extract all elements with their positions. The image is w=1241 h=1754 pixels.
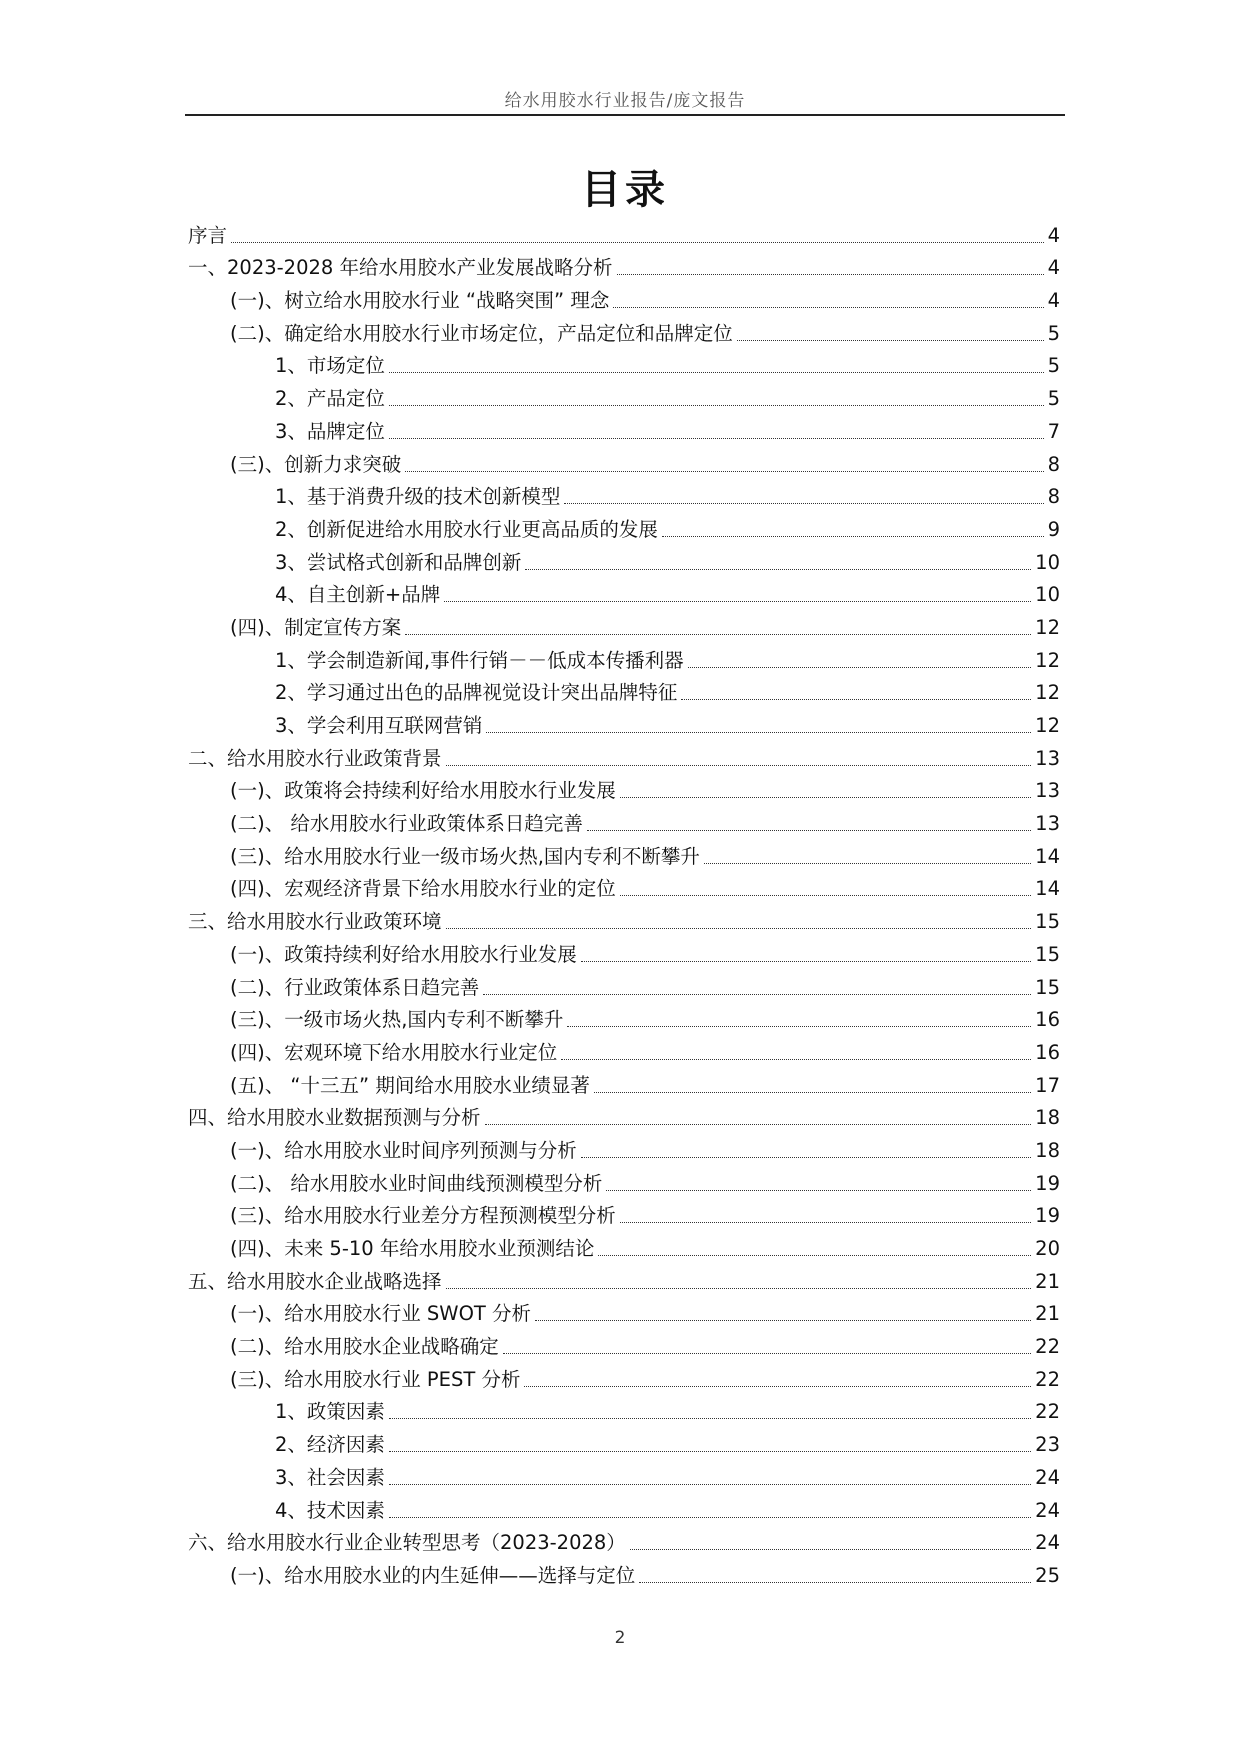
toc-entry-label: 序言: [188, 223, 228, 247]
toc-leader-dots: [613, 307, 1043, 308]
toc-entry[interactable]: [188, 444, 1060, 477]
toc-entry-label: 3、尝试格式创新和品牌创新: [275, 550, 522, 574]
toc-leader-dots: [581, 961, 1031, 962]
toc-entry-page: 24: [1035, 1531, 1060, 1555]
toc-entry-page: 5: [1047, 354, 1060, 378]
toc-leader-dots: [630, 1549, 1031, 1550]
toc-entry-label: 1、学会制造新闻,事件行销－－低成本传播利器: [275, 648, 684, 672]
toc-leader-dots: [483, 994, 1031, 995]
toc-entry[interactable]: [188, 1294, 1060, 1327]
toc-entry[interactable]: [188, 1196, 1060, 1229]
toc-entry-page: 18: [1035, 1138, 1060, 1162]
toc-entry-label: (一)、给水用胶水业的内生延伸——选择与定位: [230, 1563, 636, 1587]
toc-entry[interactable]: [188, 771, 1060, 804]
toc-entry[interactable]: [188, 215, 1060, 248]
toc-entry-label: (五)、 “十三五” 期间给水用胶水业绩显著: [230, 1073, 590, 1097]
page-number: 2: [614, 1628, 626, 1648]
toc-leader-dots: [444, 601, 1031, 602]
toc-entry-label: 五、给水用胶水企业战略选择: [188, 1269, 442, 1293]
toc-entry[interactable]: [188, 1228, 1060, 1261]
toc-entry-label: (二)、给水用胶水企业战略确定: [230, 1335, 499, 1359]
toc-entry-label: (三)、给水用胶水行业一级市场火热,国内专利不断攀升: [230, 844, 700, 868]
toc-entry-label: (二)、 给水用胶水行业政策体系日趋完善: [230, 812, 583, 836]
toc-entry[interactable]: [188, 1326, 1060, 1359]
toc-entry[interactable]: [188, 1424, 1060, 1457]
toc-entry-page: 13: [1035, 746, 1060, 770]
toc-entry-label: (三)、给水用胶水行业差分方程预测模型分析: [230, 1204, 616, 1228]
toc-entry[interactable]: [188, 1555, 1060, 1588]
toc-entry[interactable]: [188, 248, 1060, 281]
toc-leader-dots: [681, 699, 1031, 700]
toc-entry[interactable]: [188, 607, 1060, 640]
toc-entry-label: 4、自主创新+品牌: [275, 583, 441, 607]
toc-entry-page: 8: [1047, 485, 1060, 509]
toc-leader-dots: [587, 830, 1031, 831]
toc-entry-page: 22: [1035, 1400, 1060, 1424]
toc-entry-page: 21: [1035, 1302, 1060, 1326]
toc-entry-page: 9: [1047, 517, 1060, 541]
toc-entry-label: 3、品牌定位: [275, 419, 385, 443]
toc-entry-page: 21: [1035, 1269, 1060, 1293]
toc-leader-dots: [231, 242, 1044, 243]
toc-leader-dots: [389, 1418, 1031, 1419]
toc-entry-label: 二、给水用胶水行业政策背景: [188, 746, 442, 770]
toc-entry-label: 1、市场定位: [275, 354, 385, 378]
toc-leader-dots: [737, 340, 1044, 341]
toc-leader-dots: [598, 1255, 1031, 1256]
toc-entry-page: 5: [1047, 321, 1060, 345]
toc-leader-dots: [620, 895, 1031, 896]
toc-entry-label: 2、产品定位: [275, 387, 385, 411]
toc-entry-label: 四、给水用胶水业数据预测与分析: [188, 1106, 481, 1130]
toc-entry-page: 13: [1035, 779, 1060, 803]
toc-entry-label: 六、给水用胶水行业企业转型思考（2023-2028）: [188, 1531, 626, 1555]
toc-entry-label: 3、社会因素: [275, 1465, 385, 1489]
toc-entry-label: (一)、给水用胶水行业 SWOT 分析: [230, 1302, 532, 1326]
toc-entry[interactable]: [188, 1392, 1060, 1425]
toc-entry-label: (一)、政策持续利好给水用胶水行业发展: [230, 942, 577, 966]
toc-entry-label: (二)、确定给水用胶水行业市场定位，产品定位和品牌定位: [230, 321, 733, 345]
toc-leader-dots: [503, 1353, 1031, 1354]
toc-entry-page: 5: [1047, 387, 1060, 411]
toc-entry-page: 22: [1035, 1367, 1060, 1391]
toc-entry-page: 20: [1035, 1237, 1060, 1260]
toc-entry[interactable]: [188, 738, 1060, 771]
toc-entry[interactable]: [188, 869, 1060, 902]
toc-entry-page: 16: [1035, 1008, 1060, 1032]
toc-entry[interactable]: [188, 411, 1060, 444]
toc-entry-page: 22: [1035, 1335, 1060, 1359]
toc-leader-dots: [639, 1582, 1031, 1583]
toc-entry-page: 15: [1035, 975, 1060, 999]
toc-title: 目录: [581, 167, 669, 213]
toc-leader-dots: [446, 928, 1032, 929]
toc-entry-label: (二)、行业政策体系日趋完善: [230, 975, 480, 999]
toc-entry-label: 三、给水用胶水行业政策环境: [188, 910, 442, 934]
toc-entry[interactable]: [188, 1163, 1060, 1196]
toc-entry[interactable]: [188, 1000, 1060, 1033]
toc-entry[interactable]: [188, 1457, 1060, 1490]
toc-entry-label: (四)、制定宣传方案: [230, 615, 402, 639]
toc-entry-label: (四)、未来 5-10 年给水用胶水业预测结论: [230, 1237, 595, 1260]
toc-leader-dots: [485, 1124, 1032, 1125]
toc-entry-label: (四)、宏观经济背景下给水用胶水行业的定位: [230, 877, 616, 901]
toc-entry[interactable]: [188, 1359, 1060, 1392]
toc-entry[interactable]: [188, 346, 1060, 379]
toc-entry-label: 2、学习通过出色的品牌视觉设计突出品牌特征: [275, 681, 678, 705]
toc-leader-dots: [389, 1517, 1031, 1518]
toc-entry-page: 4: [1047, 289, 1060, 313]
toc-entry-page: 17: [1035, 1073, 1060, 1097]
toc-entry[interactable]: [188, 575, 1060, 608]
toc-entry-label: 2、创新促进给水用胶水行业更高品质的发展: [275, 517, 658, 541]
toc-leader-dots: [524, 1386, 1031, 1387]
toc-entry-page: 14: [1035, 844, 1060, 868]
toc-entry-page: 19: [1035, 1171, 1060, 1195]
toc-leader-dots: [446, 1288, 1032, 1289]
toc-leader-dots: [535, 1320, 1031, 1321]
toc-entry-label: 一、2023-2028 年给水用胶水产业发展战略分析: [188, 256, 613, 280]
toc-entry-label: (一)、政策将会持续利好给水用胶水行业发展: [230, 779, 616, 803]
toc-entry[interactable]: [188, 673, 1060, 706]
toc-entry-label: (四)、宏观环境下给水用胶水行业定位: [230, 1040, 558, 1064]
toc-entry[interactable]: [188, 640, 1060, 673]
toc-leader-dots: [620, 797, 1031, 798]
toc-entry-page: 7: [1047, 419, 1060, 443]
toc-entry[interactable]: [188, 378, 1060, 411]
toc-leader-dots: [606, 1190, 1031, 1191]
toc-leader-dots: [662, 536, 1044, 537]
running-header: 给水用胶水行业报告/庞文报告: [504, 91, 746, 111]
toc-entry-label: (二)、 给水用胶水业时间曲线预测模型分析: [230, 1171, 603, 1195]
toc-entry[interactable]: [188, 1065, 1060, 1098]
toc-entry-page: 16: [1035, 1040, 1060, 1064]
toc-entry[interactable]: [188, 836, 1060, 869]
toc-entry[interactable]: [188, 967, 1060, 1000]
toc-leader-dots: [389, 1451, 1031, 1452]
toc-entry[interactable]: [188, 1490, 1060, 1523]
toc-leader-dots: [405, 471, 1043, 472]
toc-leader-dots: [389, 438, 1044, 439]
toc-entry-label: (一)、给水用胶水业时间序列预测与分析: [230, 1138, 577, 1162]
toc-entry-page: 4: [1047, 256, 1060, 280]
toc-entry-page: 8: [1047, 452, 1060, 476]
toc-entry-page: 12: [1035, 714, 1060, 737]
toc-leader-dots: [389, 1484, 1031, 1485]
toc-entry-page: 24: [1035, 1465, 1060, 1489]
toc-entry-page: 23: [1035, 1433, 1060, 1457]
toc-entry[interactable]: [188, 1130, 1060, 1163]
toc-entry[interactable]: [188, 477, 1060, 510]
toc-leader-dots: [446, 765, 1032, 766]
toc-leader-dots: [389, 372, 1044, 373]
toc-entry-label: 4、技术因素: [275, 1498, 385, 1522]
toc-entry[interactable]: [188, 1261, 1060, 1294]
toc-entry[interactable]: [188, 542, 1060, 575]
toc-entry-page: 4: [1047, 223, 1060, 247]
toc-leader-dots: [567, 1026, 1031, 1027]
table-of-contents: [188, 215, 1060, 1588]
toc-entry-page: 15: [1035, 942, 1060, 966]
toc-entry[interactable]: [188, 280, 1060, 313]
toc-leader-dots: [525, 569, 1031, 570]
toc-entry-page: 24: [1035, 1498, 1060, 1522]
toc-entry-label: (一)、树立给水用胶水行业 “战略突围” 理念: [230, 289, 610, 313]
toc-entry[interactable]: [188, 1523, 1060, 1556]
toc-entry-label: 2、经济因素: [275, 1433, 385, 1457]
toc-leader-dots: [704, 863, 1031, 864]
toc-leader-dots: [561, 1059, 1031, 1060]
toc-entry[interactable]: [188, 1032, 1060, 1065]
toc-entry-label: (三)、创新力求突破: [230, 452, 402, 476]
toc-entry-page: 15: [1035, 910, 1060, 934]
toc-entry-page: 10: [1035, 550, 1060, 574]
toc-entry-page: 12: [1035, 648, 1060, 672]
toc-entry-label: 1、政策因素: [275, 1400, 385, 1424]
toc-entry[interactable]: [188, 313, 1060, 346]
toc-entry[interactable]: [188, 705, 1060, 738]
toc-entry-page: 14: [1035, 877, 1060, 901]
toc-entry[interactable]: [188, 901, 1060, 934]
toc-leader-dots: [405, 634, 1031, 635]
toc-entry-label: (三)、一级市场火热,国内专利不断攀升: [230, 1008, 564, 1032]
toc-entry-page: 13: [1035, 812, 1060, 836]
toc-entry[interactable]: [188, 934, 1060, 967]
toc-entry-page: 12: [1035, 681, 1060, 705]
toc-leader-dots: [486, 732, 1031, 733]
header-divider: [185, 114, 1065, 116]
toc-leader-dots: [617, 274, 1044, 275]
toc-entry-label: 1、基于消费升级的技术创新模型: [275, 485, 561, 509]
toc-entry[interactable]: [188, 509, 1060, 542]
toc-entry-page: 19: [1035, 1204, 1060, 1228]
toc-entry[interactable]: [188, 803, 1060, 836]
toc-leader-dots: [620, 1222, 1031, 1223]
toc-entry-page: 18: [1035, 1106, 1060, 1130]
toc-entry-label: 3、学会利用互联网营销: [275, 714, 483, 737]
toc-leader-dots: [594, 1092, 1031, 1093]
toc-leader-dots: [688, 667, 1032, 668]
toc-entry-page: 25: [1035, 1563, 1060, 1587]
toc-leader-dots: [564, 503, 1043, 504]
toc-leader-dots: [581, 1157, 1031, 1158]
toc-entry-page: 10: [1035, 583, 1060, 607]
toc-entry-page: 12: [1035, 615, 1060, 639]
toc-entry-label: (三)、给水用胶水行业 PEST 分析: [230, 1367, 521, 1391]
toc-leader-dots: [389, 405, 1044, 406]
toc-entry[interactable]: [188, 1098, 1060, 1131]
